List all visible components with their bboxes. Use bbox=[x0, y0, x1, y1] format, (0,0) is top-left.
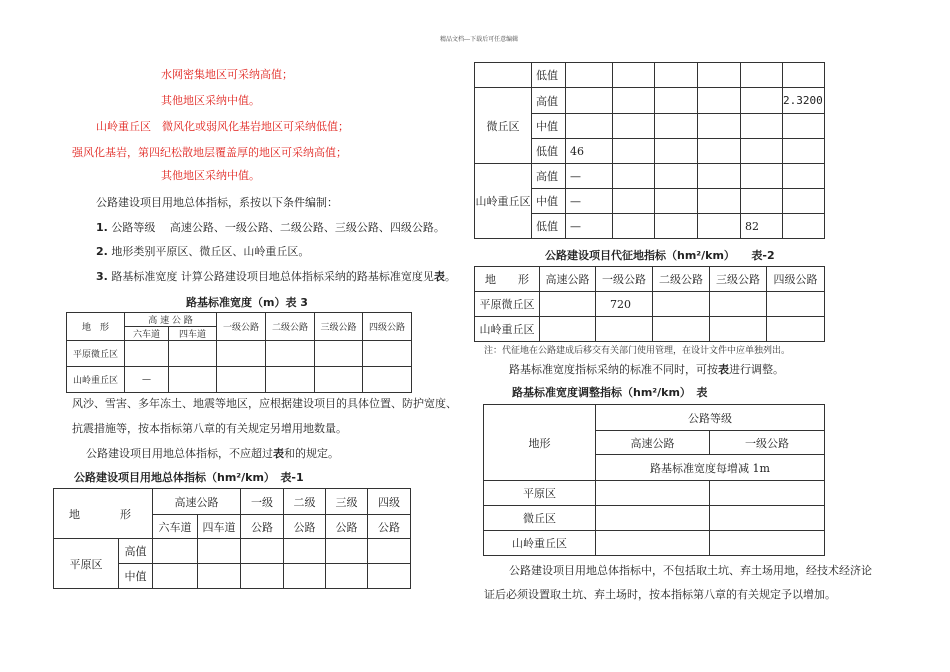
condition-3-tail: 。 bbox=[444, 270, 456, 283]
table1-cell bbox=[368, 539, 411, 564]
tbl-cont-cell bbox=[613, 189, 655, 214]
adjust-para-pre: 路基标准宽度指标采纳的标准不同时，可按 bbox=[509, 363, 718, 376]
tbl-cont-cell bbox=[655, 88, 698, 114]
table1-cell bbox=[326, 564, 368, 589]
tbl-cont-cell bbox=[655, 189, 698, 214]
red-line-2: 其他地区采纳中值。 bbox=[161, 94, 260, 107]
condition-1-num: 1. bbox=[96, 221, 108, 234]
tbl-cont-cell bbox=[655, 139, 698, 164]
tbl-cont-cell bbox=[698, 114, 741, 139]
table-row bbox=[475, 63, 825, 88]
table3-cell bbox=[169, 341, 217, 367]
table-adj-cell bbox=[710, 481, 825, 506]
table-adj-cell bbox=[596, 481, 710, 506]
table-adj-h-sub: 路基标准宽度每增减 1m bbox=[596, 455, 825, 481]
table1-h-six: 六车道 bbox=[153, 515, 198, 539]
table1-h-g2b: 公路 bbox=[284, 515, 326, 539]
tbl-cont-cell bbox=[655, 63, 698, 88]
tbl-cont-cell: — bbox=[566, 189, 613, 214]
tbl-cont-region: 微丘区 bbox=[475, 88, 532, 164]
table3-h-highway: 高 速 公 路 bbox=[125, 313, 217, 327]
table3-cell bbox=[363, 341, 412, 367]
table2-cell: 720 bbox=[596, 292, 653, 317]
tbl-cont-cell bbox=[783, 63, 825, 88]
table3-caption: 路基标准宽度（m）表 3 bbox=[186, 296, 308, 309]
table-row bbox=[484, 531, 825, 556]
table1-h-g3a: 三级 bbox=[326, 489, 368, 515]
table-row bbox=[54, 539, 411, 564]
page-header: 精品文档---下载后可任意编辑 bbox=[440, 36, 519, 43]
table1-continued bbox=[474, 62, 825, 239]
table1-cell bbox=[241, 539, 284, 564]
table1-high: 高值 bbox=[119, 539, 153, 564]
tbl-cont-cell bbox=[698, 63, 741, 88]
adjust-para-bold: 表 bbox=[718, 363, 729, 376]
table2-cell bbox=[653, 317, 710, 342]
tbl-cont-cell: — bbox=[566, 214, 613, 239]
tbl-cont-cell bbox=[655, 164, 698, 189]
table3 bbox=[66, 312, 412, 393]
tbl-cont-cell bbox=[741, 88, 783, 114]
adjust-para-post: 进行调整。 bbox=[729, 363, 784, 376]
tbl-cont-cell bbox=[741, 189, 783, 214]
table-adj-h-g1: 一级公路 bbox=[710, 431, 825, 455]
table-adj-h-grade: 公路等级 bbox=[596, 405, 825, 431]
tbl-cont-cell bbox=[698, 214, 741, 239]
para2-pre: 公路建设项目用地总体指标，不应超过 bbox=[86, 447, 273, 460]
tbl-cont-level: 中值 bbox=[532, 114, 566, 139]
table3-h-four: 四车道 bbox=[169, 327, 217, 341]
tbl-cont-region bbox=[475, 63, 532, 88]
table3-cell bbox=[266, 341, 315, 367]
table2-caption: 公路建设项目代征地指标（hm²/km） 表-2 bbox=[545, 249, 775, 262]
table1-h-g3b: 公路 bbox=[326, 515, 368, 539]
table3-cell bbox=[315, 341, 363, 367]
table2-h-g4: 四级公路 bbox=[767, 267, 825, 292]
tbl-cont-cell bbox=[783, 189, 825, 214]
tbl-cont-cell bbox=[613, 88, 655, 114]
table2-h-terrain: 地 形 bbox=[475, 267, 540, 292]
table2-cell bbox=[653, 292, 710, 317]
tbl-cont-cell bbox=[698, 164, 741, 189]
table-adj-cell bbox=[710, 506, 825, 531]
table-adj-cell bbox=[710, 531, 825, 556]
condition-3-bold: 表 bbox=[433, 270, 445, 283]
para2 bbox=[86, 445, 339, 461]
table1-h-four: 四车道 bbox=[198, 515, 241, 539]
table2-cell bbox=[710, 292, 767, 317]
table3-cell bbox=[266, 367, 315, 393]
table1-h-g1b: 公路 bbox=[241, 515, 284, 539]
table-row bbox=[475, 317, 825, 342]
tbl-cont-cell bbox=[783, 114, 825, 139]
table1-cell bbox=[284, 564, 326, 589]
table2-cell bbox=[540, 292, 596, 317]
table-adjust bbox=[483, 404, 825, 556]
condition-3 bbox=[96, 268, 456, 284]
tbl-cont-cell bbox=[698, 88, 741, 114]
tbl-cont-cell bbox=[783, 139, 825, 164]
condition-2-num: 2. bbox=[96, 245, 108, 258]
table3-h-terrain: 地 形 bbox=[67, 313, 125, 341]
table1-h-g2a: 二级 bbox=[284, 489, 326, 515]
table-row bbox=[475, 292, 825, 317]
tbl-cont-cell bbox=[566, 88, 613, 114]
tbl-cont-cell bbox=[613, 114, 655, 139]
tbl-cont-cell bbox=[613, 164, 655, 189]
table1-cell bbox=[241, 564, 284, 589]
table2-cell bbox=[540, 317, 596, 342]
tbl-cont-cell: — bbox=[566, 164, 613, 189]
table2-cell bbox=[767, 292, 825, 317]
condition-2-text: 地形类别平原区、微丘区、山岭重丘区。 bbox=[111, 245, 310, 258]
table1-cell bbox=[198, 539, 241, 564]
table-adj-cell bbox=[596, 506, 710, 531]
table3-row2-six: — bbox=[125, 367, 169, 393]
table1-cell bbox=[368, 564, 411, 589]
tbl-cont-cell bbox=[613, 139, 655, 164]
tbl-cont-cell bbox=[783, 164, 825, 189]
table-row bbox=[484, 481, 825, 506]
table3-h-six: 六车道 bbox=[125, 327, 169, 341]
table2-cell bbox=[767, 317, 825, 342]
table3-cell bbox=[315, 367, 363, 393]
para1-line1: 风沙、雪害、多年冻土、地震等地区，应根据建设项目的具体位置、防护宽度、 bbox=[72, 397, 457, 410]
table1-cell bbox=[198, 564, 241, 589]
table1-cell bbox=[153, 539, 198, 564]
table-adj-row1: 平原区 bbox=[484, 481, 596, 506]
tbl-cont-level: 低值 bbox=[532, 139, 566, 164]
table3-h-g3: 三级公路 bbox=[315, 313, 363, 341]
red-line-4: 强风化基岩，第四纪松散地层覆盖厚的地区可采纳高值； bbox=[72, 146, 347, 159]
bottom-para-line1: 公路建设项目用地总体指标中，不包括取土坑、弃土场用地，经技术经济论 bbox=[509, 564, 872, 577]
tbl-cont-cell: 82 bbox=[741, 214, 783, 239]
table1-cell bbox=[284, 539, 326, 564]
table1-h-g1a: 一级 bbox=[241, 489, 284, 515]
table2-h-highway: 高速公路 bbox=[540, 267, 596, 292]
adjust-para bbox=[509, 361, 784, 377]
condition-3-num: 3. bbox=[96, 270, 108, 283]
table1-region: 平原区 bbox=[54, 539, 119, 589]
condition-3-text: 路基标准宽度 计算公路建设项目地总体指标采纳的路基标准宽度见 bbox=[111, 270, 434, 283]
intro-text: 公路建设项目用地总体指标，系按以下条件编制： bbox=[96, 196, 338, 209]
tbl-cont-region: 山岭重丘区 bbox=[475, 164, 532, 239]
para2-bold: 表 bbox=[273, 447, 284, 460]
table3-row2-name: 山岭重丘区 bbox=[67, 367, 125, 393]
table3-cell bbox=[217, 341, 266, 367]
table1-h-g4a: 四级 bbox=[368, 489, 411, 515]
tbl-cont-cell bbox=[655, 214, 698, 239]
table3-row1-six bbox=[125, 341, 169, 367]
tbl-cont-cell bbox=[613, 214, 655, 239]
table3-h-g2: 二级公路 bbox=[266, 313, 315, 341]
table1-caption: 公路建设项目用地总体指标（hm²/km） 表-1 bbox=[74, 471, 304, 484]
table2-h-g2: 二级公路 bbox=[653, 267, 710, 292]
table-row bbox=[475, 164, 825, 189]
tbl-cont-cell bbox=[566, 63, 613, 88]
red-line-5: 其他地区采纳中值。 bbox=[161, 169, 260, 182]
table2-row1-name: 平原微丘区 bbox=[475, 292, 540, 317]
table1-cell bbox=[153, 564, 198, 589]
para2-post: 和的规定。 bbox=[284, 447, 339, 460]
tbl-cont-cell bbox=[613, 63, 655, 88]
tbl-cont-level: 低值 bbox=[532, 63, 566, 88]
red-line-1: 水网密集地区可采纳高值； bbox=[161, 68, 293, 81]
table2-note: 注：代征地在公路建成后移交有关部门使用管理，在设计文件中应单独列出。 bbox=[484, 346, 791, 356]
table2-row2-name: 山岭重丘区 bbox=[475, 317, 540, 342]
tbl-cont-level: 高值 bbox=[532, 88, 566, 114]
tbl-cont-level: 低值 bbox=[532, 214, 566, 239]
tbl-cont-cell bbox=[741, 114, 783, 139]
tbl-cont-cell bbox=[741, 63, 783, 88]
table-adj-caption: 路基标准宽度调整指标（hm²/km） 表 bbox=[512, 386, 708, 399]
tbl-cont-cell: 2.3200 bbox=[783, 88, 825, 114]
table3-h-g4: 四级公路 bbox=[363, 313, 412, 341]
tbl-cont-cell bbox=[783, 214, 825, 239]
condition-1 bbox=[96, 219, 445, 235]
tbl-cont-cell bbox=[741, 164, 783, 189]
table-adj-cell bbox=[596, 531, 710, 556]
tbl-cont-cell bbox=[566, 114, 613, 139]
table-adj-h-terrain: 地形 bbox=[484, 405, 596, 481]
table2-h-g1: 一级公路 bbox=[596, 267, 653, 292]
bottom-para-line2: 证后必须设置取土坑、弃土场时，按本指标第八章的有关规定予以增加。 bbox=[484, 588, 836, 601]
table-adj-h-high: 高速公路 bbox=[596, 431, 710, 455]
table3-cell bbox=[169, 367, 217, 393]
table2-h-g3: 三级公路 bbox=[710, 267, 767, 292]
table-adj-row3: 山岭重丘区 bbox=[484, 531, 596, 556]
table3-row1-name: 平原微丘区 bbox=[67, 341, 125, 367]
table2-cell bbox=[710, 317, 767, 342]
tbl-cont-cell bbox=[698, 189, 741, 214]
condition-1-text: 公路等级 高速公路、一级公路、二级公路、三级公路、四级公路。 bbox=[111, 221, 445, 234]
table1-h-terrain: 地 形 bbox=[54, 489, 153, 539]
table3-cell bbox=[363, 367, 412, 393]
table-row bbox=[484, 506, 825, 531]
table1-h-g4b: 公路 bbox=[368, 515, 411, 539]
table-row bbox=[67, 367, 412, 393]
table-row bbox=[475, 88, 825, 114]
tbl-cont-cell bbox=[741, 139, 783, 164]
table3-cell bbox=[217, 367, 266, 393]
table3-h-g1: 一级公路 bbox=[217, 313, 266, 341]
red-line-3: 山岭重丘区 微风化或弱风化基岩地区可采纳低值； bbox=[96, 120, 349, 133]
condition-2 bbox=[96, 243, 309, 259]
tbl-cont-cell: 46 bbox=[566, 139, 613, 164]
table2-cell bbox=[596, 317, 653, 342]
table1 bbox=[53, 488, 411, 589]
table2 bbox=[474, 266, 825, 342]
tbl-cont-cell bbox=[655, 114, 698, 139]
table1-mid: 中值 bbox=[119, 564, 153, 589]
tbl-cont-level: 高值 bbox=[532, 164, 566, 189]
table-row bbox=[67, 341, 412, 367]
table1-h-highway: 高速公路 bbox=[153, 489, 241, 515]
tbl-cont-level: 中值 bbox=[532, 189, 566, 214]
tbl-cont-cell bbox=[698, 139, 741, 164]
para1-line2: 抗震措施等，按本指标第八章的有关规定另增用地数量。 bbox=[72, 422, 347, 435]
table1-cell bbox=[326, 539, 368, 564]
table-adj-row2: 微丘区 bbox=[484, 506, 596, 531]
